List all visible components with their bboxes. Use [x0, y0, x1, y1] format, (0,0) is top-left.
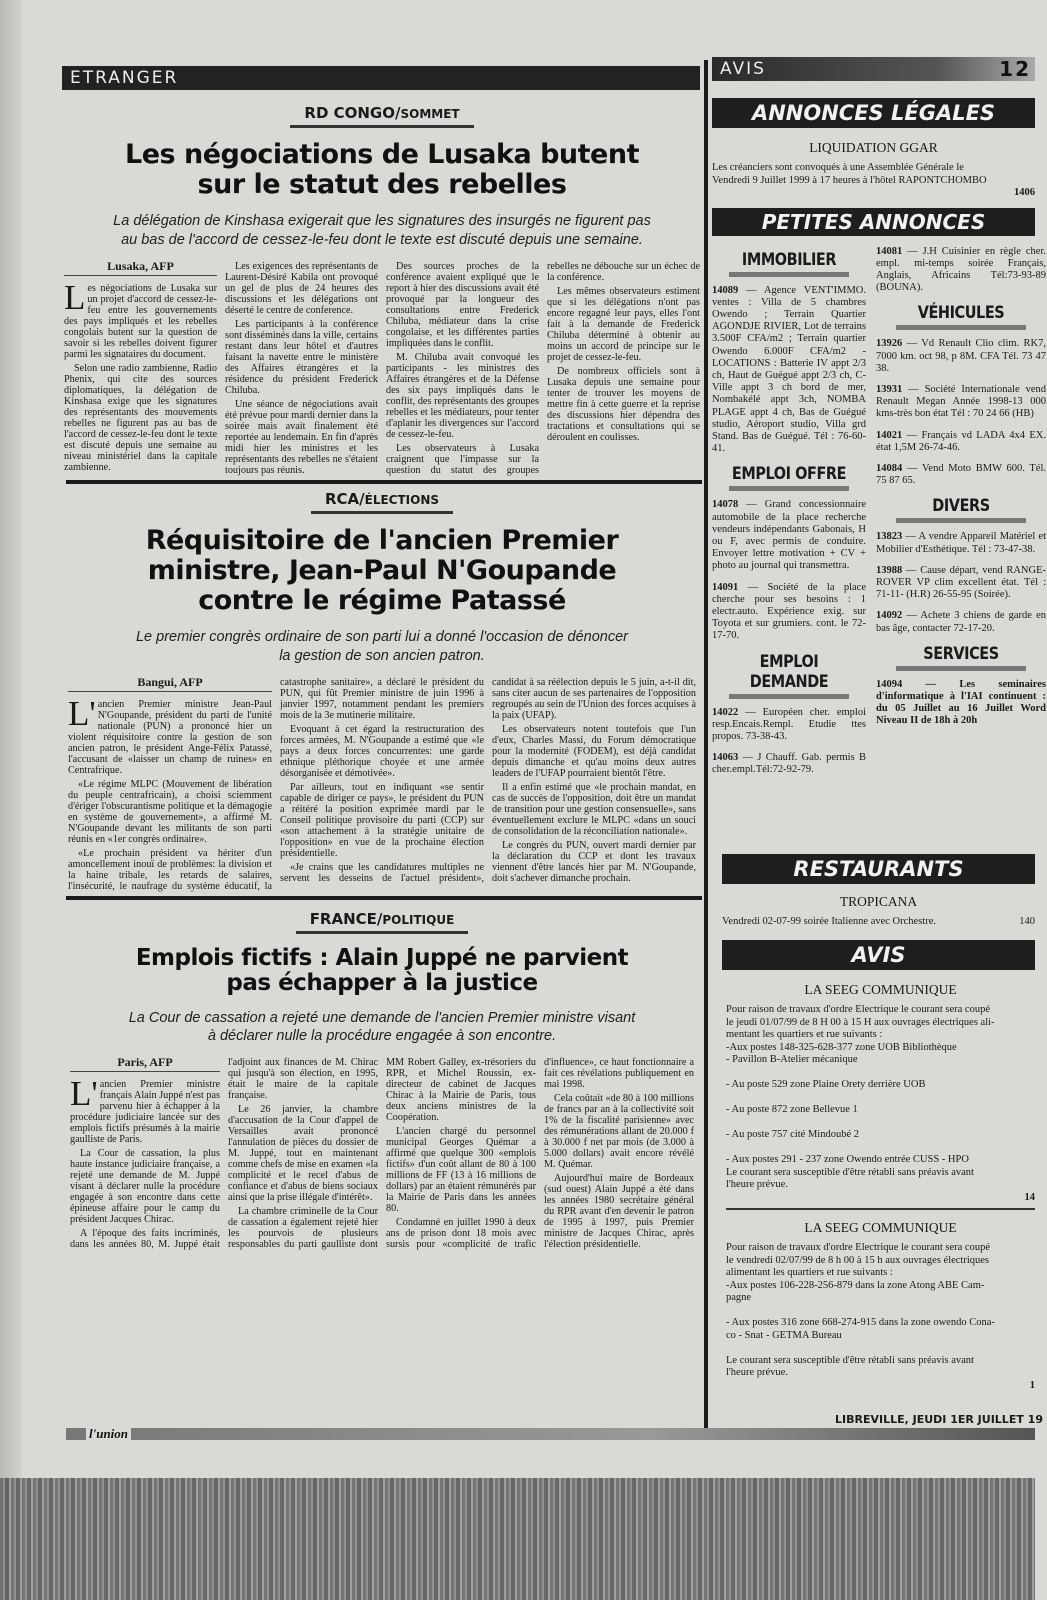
paragraph: Aujourd'hui maire de Bordeaux (sud ouest) Alain Juppé a été dans les années 1980 secrétaire général du RPR avant d'en devenir le patron de 1995 à 1997, puis Premier ministre de Jacques Chirac, après l'élection présidentielle.	[544, 1173, 694, 1251]
ad-text: Société Internationale vend Renault Megan Année 1998-13 000 kms-très bon état Tél : 70 24 66 (HB)	[876, 383, 1046, 420]
article-deck	[62, 212, 702, 248]
heading-rule	[729, 272, 849, 277]
classifieds	[712, 246, 1047, 850]
headline-line: Les négociations de Lusaka butent	[124, 139, 639, 170]
classified-ad	[712, 499, 866, 572]
notice-line: Vendredi 9 Juillet 1999 à 17 heures à l'hôtel RAPONTCHOMBO	[712, 174, 987, 186]
seeg-notice	[726, 982, 1035, 1210]
ad-text: Vend Moto BMW 600. Tél. 75 87 65.	[876, 462, 1047, 487]
notice-line	[726, 1092, 1035, 1105]
kicker-sub: ÉLECTIONS	[364, 492, 440, 507]
divider	[66, 480, 702, 484]
notice-line: mentant les quartiers et rue suivants :	[726, 1029, 883, 1040]
article-deck	[62, 628, 702, 664]
classified-ad	[876, 531, 1046, 555]
notice-line: le vendredi 02/07/99 de 8 h 00 à 15 h aux ouvrages électriques	[726, 1254, 990, 1266]
article-deck	[62, 1009, 702, 1045]
notice-line	[726, 1067, 1035, 1080]
notice-ref: 1406	[1014, 187, 1035, 198]
classifieds-right	[876, 246, 1046, 850]
notice-line: Pour raison de travaux d'ordre Electrique le courant sera coupé	[726, 1242, 990, 1253]
classified-ad	[712, 752, 866, 776]
section-bar-avis	[712, 57, 1035, 81]
ad-dash: —	[902, 564, 921, 576]
kicker-main: RD CONGO/	[304, 104, 401, 122]
ad-number: 13823	[876, 531, 903, 543]
deck-line: à déclarer nulle la procédure engagée à son encontre.	[207, 1028, 557, 1045]
notice-line: - Au poste 757 cité Mindoubé 2	[726, 1129, 859, 1140]
article-kicker	[62, 104, 702, 128]
notice-line: - Au poste 872 zone Bellevue 1	[726, 1104, 858, 1115]
notice-line	[726, 1305, 1035, 1318]
footer-masthead: l'union	[86, 1427, 131, 1441]
notice-line: - Aux postes 291 - 237 zone Owendo entrée CUSS - HPO	[726, 1154, 969, 1165]
avis-notices	[726, 982, 1035, 1392]
notice-line: -Aux postes 106-228-256-879 dans la zone Atong ABE Cam-	[726, 1279, 985, 1291]
heading-rule	[896, 325, 1026, 330]
classified-ad	[876, 679, 1046, 728]
classified-ad	[712, 285, 866, 456]
kicker-sub: POLITIQUE	[382, 912, 455, 927]
notice-tropicana	[722, 894, 1035, 929]
deck-line: au bas de l'accord de cessez-le-feu dont le texte est discuté depuis une semaine.	[121, 231, 643, 248]
dateline: Bangui, AFP	[68, 677, 272, 692]
ad-dash: —	[902, 462, 922, 474]
classified-heading: SERVICES	[923, 643, 999, 664]
banner-restaurants: RESTAURANTS	[722, 854, 1035, 884]
paragraph: Les mêmes observateurs estiment que si les délégations n'ont pas encore regagné leur pays, elles l'ont fait à la demande de Frederick Chiluba déterminé à obtenir au moins un accord de principe sur le projet de cessez-le-feu.	[547, 285, 700, 363]
ad-dash: —	[738, 706, 763, 718]
ad-text: Achete 3 chiens de garde en bas âge, contacter 72-17-20.	[876, 610, 1046, 634]
kicker-sub: SOMMET	[400, 107, 460, 121]
dateline: Paris, AFP	[70, 1057, 220, 1072]
notice-line: Le courant sera susceptible d'être rétabli sans préavis avant	[726, 1166, 974, 1178]
paragraph: «Le prochain président va hériter d'un amoncellement inouï de problèmes: la division et la haine tribale, les retards de salaires, l'insécurité, le naufrage du système éducatif, la catastrophe sanitaire», a déclaré le président du PUN, qui fût Premier ministre de juin 1996 à janvier 1997, notamment pendant les premiers mois de la 3e mutinerie militaire.	[68, 676, 484, 892]
classified-ad	[876, 565, 1046, 602]
heading-rule	[729, 486, 849, 491]
paragraph: L'ancien Premier ministre Jean-Paul N'Goupande, président du parti de l'unité nationale (PUN) a prononcé hier un violent réquisitoire contre la gestion de son ancien patron, le président Ange-Félix Patassé, l'accusant de «laisser un champ de ruines» en Centrafrique.	[68, 693, 272, 776]
ad-text: Société de la place cherche pour ses besoins : 1 electr.auto. Expérience exig. sur Toyota et sur grumiers. cont. le 72-17-70.	[712, 581, 867, 642]
paragraph: Evoquant à cet égard la restructuration des forces armées, M. N'Goupande a estimé que «le pays a deux forces concurrentes: une garde ethnique pléthorique choyée et une armée désorganisée et démotivée».	[280, 723, 484, 779]
ad-text: Vd Renault Clio clim. RK7, 7000 km. oct 98, p 8M. CFA Tél. 73 47 38.	[876, 338, 1046, 374]
article-headline	[62, 140, 702, 200]
paragraph: Selon une radio zambienne, Radio Phenix, qui cite des sources diplomatiques, la délégation de Kinshasa exige que les signatures des représentants des mouvements rebelles ne figurent pas au bas de l'accord de cessez-le-feu dont le texte est discuté depuis une semaine au niveau ministériel dans la capitale zambienne.	[64, 362, 217, 473]
notice-line: - Pavillon B-Atelier mécanique	[726, 1054, 858, 1065]
classified-ad	[712, 582, 866, 643]
page-number: 12	[999, 57, 1031, 81]
notice-title: LA SEEG COMMUNIQUE	[804, 1220, 957, 1235]
classifieds-left	[712, 246, 866, 850]
ad-text: J Chauff. Gab. permis B cher.empl.Tél:72-92-79.	[712, 752, 866, 776]
ad-text: Grand concessionnaire automobile de la place recherche vendeurs indépendants Gabonais, H ou F, avec permis de conduire. Envoyer lettre motivation + CV + photo au journal qui transmettra.	[712, 499, 866, 572]
notice-line: - Aux postes 316 zone 668-274-915 dans la zone owendo Cona-	[726, 1317, 995, 1328]
paragraph: «Je crains que les candidatures multiples ne servent les desseins de l'actuel président», candidat à sa réélection depuis le 5 juin, a-t-il dit, sans citer aucun de ses partenaires de l'opposition regroupés au sein de l'Union des forces acquises à la paix (UFAP).	[280, 676, 696, 884]
notice-title: LIQUIDATION GGAR	[809, 140, 938, 155]
banner-petites-annonces: PETITES ANNONCES	[712, 208, 1035, 236]
paragraph: L'ancien chargé du personnel municipal Georges Quémar a affirmé que quelque 300 «emplois fictifs» d'un coût allant de 80 à 100 millions de FF (13 à 16 millions de dollars) par an étaient rémunérés par la Mairie de Paris dans les années 80.	[386, 1126, 536, 1215]
notice-line: Les créanciers sont convoqués à une Assemblée Générale le	[712, 162, 964, 173]
ad-text: Cause départ, vend RANGE-ROVER VP clim excellent état. Tél : 71-11- (H.R) 26-55-95 (Soirée).	[876, 564, 1047, 601]
ad-text: Européen cher. emploi resp.Encais.Rempl. Etudie ttes propos. 73-38-43.	[712, 706, 866, 742]
classified-ad	[876, 246, 1046, 295]
kicker-main: RCA/	[324, 489, 365, 508]
ad-text: Les seminaires d'informatique à l'IAI continuent : du 05 Juillet au 16 Juillet Word Niveau II de 18h à 20h	[876, 678, 1046, 727]
headline-line: Réquisitoire de l'ancien Premier	[145, 524, 619, 556]
heading-rule	[896, 518, 1026, 523]
article-headline	[62, 526, 702, 617]
classified-ad	[876, 463, 1046, 487]
ad-text: A vendre Appareil Matériel et Mobilier d'Esthétique. Tél : 73-47-38.	[876, 531, 1047, 555]
ad-number: 14021	[876, 429, 903, 441]
ad-dash: —	[738, 752, 758, 764]
classified-heading: IMMOBILIER	[741, 249, 837, 270]
ad-number: 14063	[712, 752, 739, 764]
ad-text: Agence VENT'IMMO. ventes : Villa de 5 chambres Owendo ; Terrain Quartier AGONDJE RIVIER, Lot de terrains 3.500F CFA/m2 ; Terrain quartier Owendo 6.000F CFA/m2 - LOCATIONS : Batterie IV appt 2/3 ch, Haut de Guégué appt 2/3 ch, C-Ville appt 3 ch bord de mer, Nombakélé appt 3ch, NOMBA PLAGE appt 4 ch, Bas de Guégué studio, Aéroport studio, Villa grd Stand. Bas de Guégué. Tél : 76-60-41.	[712, 284, 867, 455]
notice-ref: 1	[1029, 1379, 1035, 1391]
ad-dash: —	[902, 531, 919, 543]
heading-rule	[896, 666, 1026, 671]
ad-dash: —	[738, 581, 768, 593]
classified-ad	[712, 707, 866, 744]
classified-heading: DIVERS	[932, 496, 990, 517]
paragraph: Il a enfin estimé que «le prochain mandat, en cas de succès de l'opposition, doit être un mandat de transition pour une gestion consensuelle», sans éventuellement exclure le MLPC «dans un souci de consolidation de la réconciliation nationale».	[492, 781, 696, 837]
paragraph: L'ancien Premier ministre français Alain Juppé n'est pas parvenu hier à échapper à la procédure judiciaire lancée sur des emplois fictifs présumés à la mairie gaulliste de Paris.	[70, 1074, 220, 1146]
scan-margin	[0, 0, 22, 1600]
notice-line: pagne	[726, 1292, 752, 1303]
notice-line: l'heure prévue.	[726, 1367, 788, 1378]
ad-number: 14094	[876, 678, 903, 690]
notice-line	[726, 1142, 1035, 1155]
footer-bar	[66, 1428, 1035, 1440]
paragraph: Le congrès du PUN, ouvert mardi dernier par la déclaration du CCP et dont les travaux viennent d'être lancés hier par M. N'Goupande, doit s'achever dimanche prochain.	[492, 839, 696, 884]
seeg-notice	[726, 1220, 1035, 1392]
notice-text: Vendredi 02-07-99 soirée Italienne avec Orchestre.	[722, 915, 936, 927]
classified-ad	[876, 610, 1046, 634]
classified-heading: EMPLOI OFFRE	[731, 464, 847, 485]
headline-line: contre le régime Patassé	[198, 585, 566, 617]
paragraph: Les participants à la conférence sont disséminés dans la ville, certains restant dans leur hôtel et d'autres faisant la navette entre le ministère des Affaires étrangères et la résidence du président Frederick Chiluba.	[225, 318, 378, 396]
notice-line: -Aux postes 148-325-628-377 zone UOB Bibliothèque	[726, 1041, 957, 1053]
footer-dateline: LIBREVILLE, JEUDI 1ER JUILLET 19	[835, 1413, 1043, 1426]
notice-line: alimentant les quartiers et rue suivants :	[726, 1267, 893, 1278]
section-title: AVIS	[720, 59, 766, 79]
paragraph: Les négociations de Lusaka sur un projet d'accord de cessez-le-feu entre les gouvernements des pays impliqués et les rebelles congolais butent sur la question de savoir si les rebelles doivent figurer parmi les signataires du document.	[64, 277, 217, 360]
paragraph: Les observateurs notent toutefois que l'un d'eux, Charles Massi, du Forum démocratique pour la modernité (FODEM), est déjà candidat depuis dimanche et qu'au moins deux autres leaders de l'UFAP pourraient bientôt l'être.	[492, 723, 696, 779]
heading-rule	[729, 694, 849, 699]
notice-line: - Au poste 529 zone Plaine Orety derrière UOB	[726, 1079, 926, 1090]
divider	[66, 896, 702, 900]
notice-title: TROPICANA	[839, 893, 918, 909]
banner-annonces-legales: ANNONCES LÉGALES	[712, 98, 1035, 128]
scan-background	[0, 1478, 1035, 1600]
paragraph: Les observateurs à Lusaka craignent que l'impasse sur la question du statut des groupes rebelles ne débouche sur un échec de la conférence.	[386, 260, 700, 476]
column-divider	[704, 60, 708, 1428]
paragraph: Par ailleurs, tout en indiquant «se sentir capable de diriger ce pays», le président du PUN a réitéré la position exprimée mardi par le Conseil politique provisoire du parti (CCP) sur «son attachement à la stratégie unitaire de l'opposition» en vue de la prochaine élection présidentielle.	[280, 781, 484, 859]
classified-heading: VÉHICULES	[917, 303, 1005, 324]
classified-ad	[876, 384, 1046, 421]
ad-number: 13988	[876, 564, 903, 576]
ad-dash: —	[738, 284, 764, 296]
notice-line: Le courant sera susceptible d'être rétabli sans préavis avant	[726, 1354, 974, 1366]
ad-number: 14081	[876, 245, 903, 257]
ad-number: 14092	[876, 610, 903, 622]
dateline: Lusaka, AFP	[64, 261, 217, 276]
deck-line: La Cour de cassation a rejeté une demande de l'ancien Premier ministre visant	[128, 1010, 636, 1027]
ad-text: Français vd LADA 4x4 EX. état 1,5M 26-74-46.	[876, 429, 1047, 453]
right-page-area	[712, 57, 1047, 1392]
paragraph: Cela coûtait «de 80 à 100 millions de francs par an à la collectivité soit 1% de la fiscalité parisienne» avec des rémunérations allant de 20.000 f à 30.000 f net par mois (de 3.000 à 5.000 dollars) avait encore révélé M. Quémar.	[544, 1093, 694, 1171]
notice-line	[726, 1342, 1035, 1355]
paragraph: Condamné en juillet 1990 à deux ans de prison dont 18 mois avec sursis pour «complicité de trafic d'influence», ce haut fonctionnaire a fait ces révélations publiquement en mai 1998.	[386, 1057, 694, 1251]
paragraph: De nombreux officiels sont à Lusaka depuis une semaine pour tenter de trouver les moyens de mettre fin à cette guerre et la reprise des discussions hier dépendra des tractations et consultations qui se déroulent en coulisses.	[547, 365, 700, 443]
notice-ref: 140	[1019, 915, 1035, 927]
paragraph: Des sources proches de la conférence avaient expliqué que le report à hier des discussions avait été provoqué par la longueur des consultations entre Frederick Chiluba, médiateur dans la crise congolaise, et les différentes parties impliquées dans le conflit.	[386, 260, 539, 349]
ad-dash: —	[902, 610, 921, 622]
ad-text: J.H Cuisinier en règle cher. empl. mi-temps soirée Français, Anglais, Africains Tél:73-93-89 (BOUNA).	[876, 245, 1046, 294]
article-headline	[62, 946, 702, 998]
notice-line	[726, 1117, 1035, 1130]
notice-line: l'heure prévue.	[726, 1179, 788, 1190]
paragraph: M. Chiluba avait convoqué les participants - les ministres des Affaires étrangères et de la Défense des six pays impliqués dans le conflit, des représentants des groupes rebelles et les médiateurs, pour tenter d'aplanir les divergences sur l'accord de cessez-le-feu.	[386, 351, 539, 440]
notice-liquidation	[712, 140, 1035, 200]
notice-ref: 14	[1024, 1191, 1035, 1203]
article-rd-congo	[62, 104, 702, 484]
article-body	[62, 1057, 702, 1251]
headline-line: ministre, Jean-Paul N'Goupande	[147, 554, 617, 586]
paragraph: A l'époque des faits incriminés, dans les années 80, M. Juppé était l'adjoint aux finances de M. Chirac qui jusqu'à son élection, en 1995, était le maire de la capitale française.	[70, 1057, 378, 1251]
ad-number: 14084	[876, 462, 903, 474]
ad-dash: —	[902, 338, 922, 350]
paragraph: Une séance de négociations avait été prévue pour mardi dernier dans la soirée mais avait finalement été reportée au lendemain. En fin d'après midi hier les ministres et les représentants des rebelles ne s'étaient toujours pas réunis.	[225, 398, 378, 476]
deck-line: Le premier congrès ordinaire de son parti lui a donné l'occasion de dénoncer	[135, 629, 629, 646]
kicker-label	[290, 104, 473, 128]
ad-number: 14091	[712, 581, 739, 593]
notice-title: LA SEEG COMMUNIQUE	[804, 982, 957, 997]
paragraph: La Cour de cassation, la plus haute instance judiciaire française, a rejeté une demande de M. Juppé visant à déclarer nulle la procédure engagée à son encontre dans cette épineuse affaire pour le camp du président Jacques Chirac.	[70, 1148, 220, 1226]
ad-number: 13926	[876, 338, 903, 350]
ad-dash: —	[738, 499, 765, 511]
ad-dash: —	[902, 429, 922, 441]
headline-line: sur le statut des rebelles	[197, 169, 567, 201]
section-title: ETRANGER	[70, 68, 179, 88]
notice-line	[722, 916, 1035, 929]
article-body	[62, 674, 702, 892]
notice-line: co - Snat - GETMA Bureau	[726, 1329, 842, 1341]
paragraph: Le 26 janvier, la chambre d'accusation de la Cour d'appel de Versailles avait prononcé l'annulation de pièces du dossier de M. Juppé, tout en maintenant comme chefs de mise en examen «la complicité et le recel d'abus de confiance et d'abus de biens sociaux ainsi que la prise illégale d'intérêt».	[228, 1104, 378, 1204]
article-kicker	[62, 490, 702, 514]
banner-avis: AVIS	[722, 940, 1035, 970]
ad-number: 13931	[876, 383, 903, 395]
paragraph: Les exigences des représentants de Laurent-Désiré Kabila ont provoqué un gel de plus de 24 heures des discussions et les délégations ont déserté le centre de conference.	[225, 260, 378, 316]
paragraph: La chambre criminelle de la Cour de cassation a également rejeté hier les pourvois de plusieurs responsables du parti gaulliste dont MM Robert Galley, ex-trésoriers du RPR, et Michel Roussin, ex-directeur de cabinet de Jacques Chirac à la Mairie de Paris, tous deux anciens ministres de la Coopération.	[228, 1057, 536, 1251]
notice-line: Pour raison de travaux d'ordre Electrique le courant sera coupé	[726, 1004, 990, 1015]
headline-line: pas échapper à la justice	[226, 970, 538, 997]
headline-line: Emplois fictifs : Alain Juppé ne parvient	[135, 944, 629, 971]
section-bar-etranger	[62, 66, 700, 90]
left-page-area	[62, 66, 702, 1251]
article-france	[62, 910, 702, 1252]
ad-number: 14078	[712, 499, 739, 511]
ad-dash: —	[902, 245, 923, 257]
deck-line: La délégation de Kinshasa exigerait que les signatures des insurgés ne figurent pas	[113, 213, 651, 230]
article-kicker	[62, 910, 702, 934]
classified-ad	[876, 338, 1046, 375]
deck-line: la gestion de son ancien patron.	[279, 647, 485, 664]
classified-ad	[876, 430, 1046, 454]
kicker-label	[296, 910, 469, 934]
notice-line: le jeudi 01/07/99 de 8 H 00 à 15 H aux ouvrages électriques ali-	[726, 1016, 995, 1028]
kicker-main: FRANCE/	[309, 909, 383, 928]
ad-dash: —	[902, 383, 925, 395]
ad-number: 14022	[712, 706, 739, 718]
article-rca	[62, 490, 702, 900]
ad-dash: —	[902, 678, 960, 690]
paragraph: «Le régime MLPC (Mouvement de libération du peuple centrafricain), a choisi sciemment d'ériger l'obscurantisme politique et la démagogie en système de gouvernement», a affirmé M. N'Goupande devant les militants de son parti réunis en «1er congrès ordinaire».	[68, 778, 272, 845]
classified-heading: EMPLOI DEMANDE	[749, 651, 829, 692]
kicker-label	[311, 490, 453, 514]
article-body	[62, 258, 702, 476]
ad-number: 14089	[712, 284, 739, 296]
